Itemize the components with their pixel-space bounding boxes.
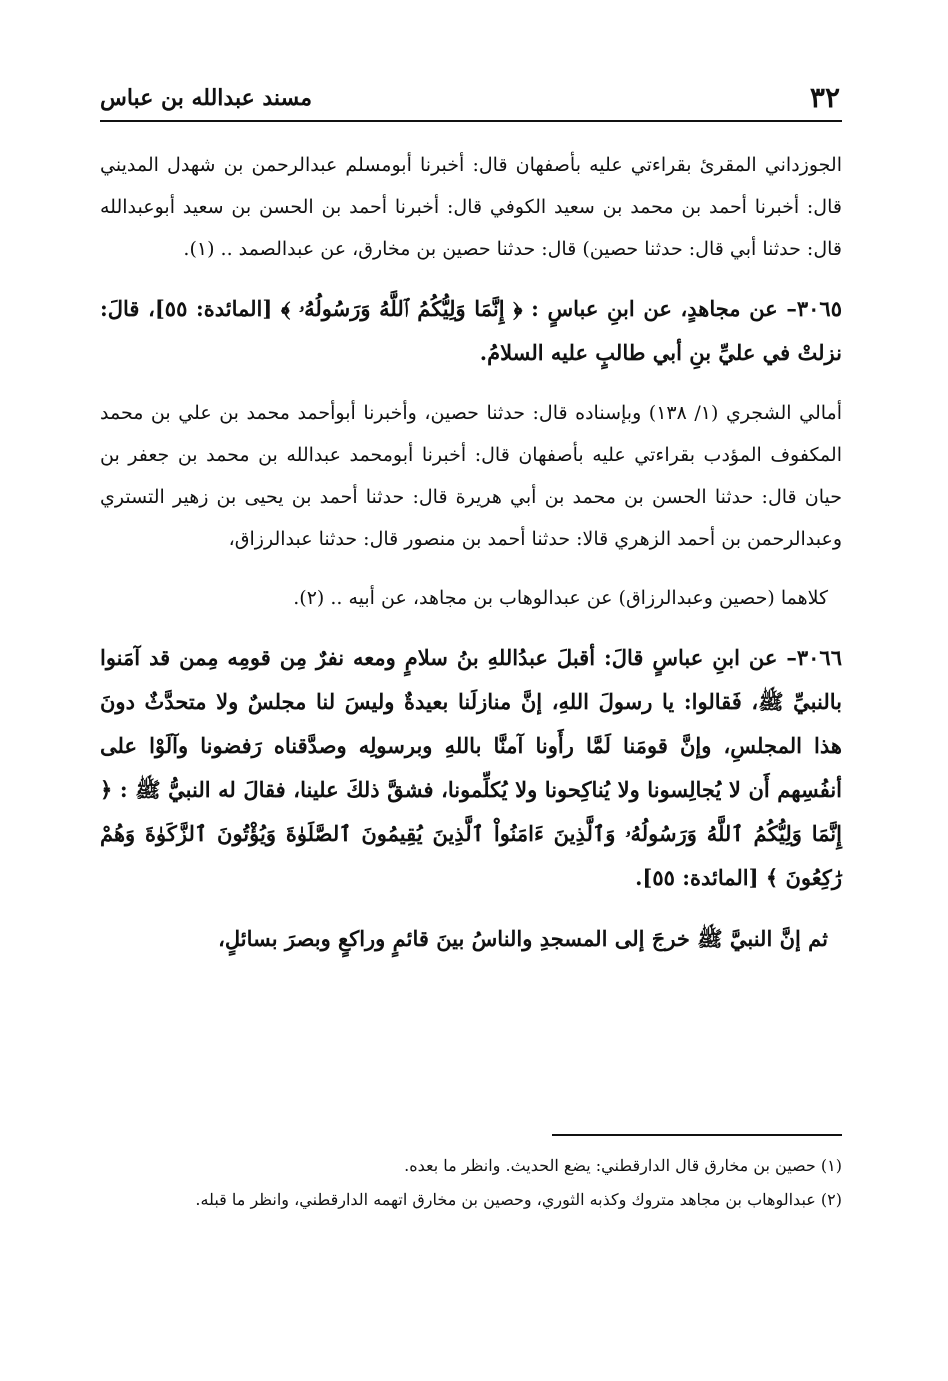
book-page (100, 0, 842, 1381)
page-header (100, 80, 842, 122)
header-rule (100, 120, 842, 122)
hadith-continuation: ثم إنَّ النبيَّ ﷺ خرجَ إلى المسجدِ والناسُ بينَ قائمٍ وراكعٍ وبصرَ بسائلٍ، (218, 926, 828, 951)
hadith-3065: ٣٠٦٥– عن مجاهدٍ، عن ابنِ عباسٍ : ﴿ إِنَّمَا وَلِيُّكُمُ ٱللَّهُ وَرَسُولُهُۥ ﴾ [المائدة: ٥٥]، قالَ: نزلتْ في عليِّ بنِ أبي طالبٍ عليه السلامُ. (100, 296, 842, 365)
footnote-1: (١) حصين بن مخارق قال الدارقطني: يضع الحديث. وانظر ما بعده. (404, 1156, 842, 1175)
source-paragraph: كلاهما (حصين وعبدالرزاق) عن عبدالوهاب بن مجاهد، عن أبيه .. (٢). (293, 587, 828, 609)
footnotes (100, 1150, 842, 1218)
page-number: ٣٢ (809, 81, 840, 114)
hadith-3066: ٣٠٦٦– عن ابنِ عباسٍ قالَ: أقبلَ عبدُاللهِ بنُ سلامٍ ومعه نفرٌ مِن قومِه مِمن قد آمَنوا بالنبيِّ ﷺ، فَقالوا: يا رسولَ اللهِ، إنَّ منازلَنا بعيدةٌ وليسَ لنا مجلسٌ ولا متحدَّثٌ دونَ هذا المجلسِ، وإنَّ قومَنا لَمَّا رأَونا آمنَّا باللهِ وبرسولِه وصدَّقناه رَفضونا وآلَوْا على أنفُسِهم أَن لا يُجالِسونا ولا يُناكِحونا ولا يُكلِّمونا، فشقَّ ذلكَ علينا، فقالَ له النبيُّ ﷺ : ﴿ إِنَّمَا وَلِيُّكُمُ ٱللَّهُ وَرَسُولُهُۥ وَٱلَّذِينَ ءَامَنُواْ ٱلَّذِينَ يُقِيمُونَ ٱلصَّلَوٰةَ وَيُؤْتُونَ ٱلزَّكَوٰةَ وَهُمْ رَٰكِعُونَ ﴾ [المائدة: ٥٥]. (100, 645, 842, 890)
footnote-rule (552, 1134, 842, 1136)
footnote-2: (٢) عبدالوهاب بن مجاهد متروك وكذبه الثوري، وحصين بن مخارق اتهمه الدارقطني، وانظر ما قبله. (195, 1190, 842, 1209)
source-paragraph: الجوزداني المقرئ بقراءتي عليه بأصفهان قال: أخبرنا أبومسلم عبدالرحمن بن شهدل المديني قال: أخبرنا أحمد بن محمد بن سعيد الكوفي قال: أخبرنا أحمد بن الحسن بن سعيد أبوعبدالله قال: حدثنا أبي قال: حدثنا حصين) قال: حدثنا حصين بن مخارق، عن عبدالصمد .. (١). (100, 154, 842, 260)
main-text (100, 144, 842, 978)
source-paragraph: أمالي الشجري (١/ ١٣٨) وبإسناده قال: حدثنا حصين، وأخبرنا أبوأحمد محمد بن علي بن محمد المكفوف المؤدب بقراءتي عليه بأصفهان قال: أخبرنا أبومحمد عبدالله بن محمد بن جعفر بن حيان قال: حدثنا الحسن بن محمد بن أبي هريرة قال: حدثنا أحمد بن يحيى بن زهير التستري وعبدالرحمن بن أحمد الزهري قالا: حدثنا أحمد بن منصور قال: حدثنا عبدالرزاق، (100, 402, 842, 550)
running-title: مسند عبدالله بن عباس (100, 85, 312, 111)
